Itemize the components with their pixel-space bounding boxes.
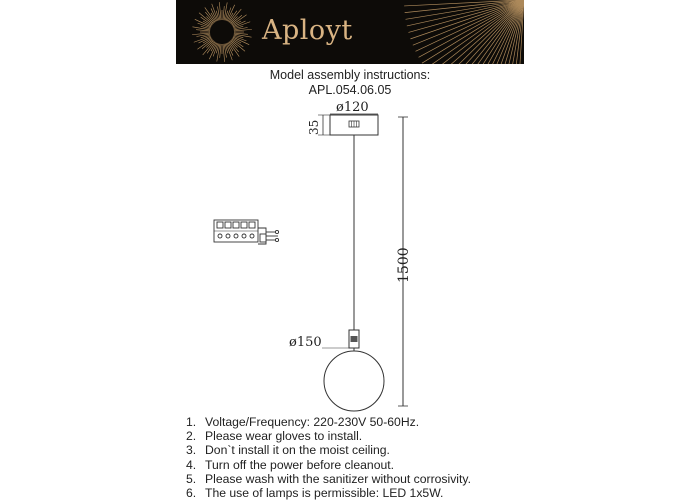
instruction-notes <box>186 415 471 500</box>
canopy-diameter-label: ø120 <box>336 100 369 115</box>
socket-band <box>351 336 358 342</box>
brand-name: Aployt <box>262 15 353 46</box>
canopy-height-label: 35 <box>307 119 321 135</box>
model-number: APL.054.06.05 <box>308 83 392 97</box>
note-item: 6. The use of lamps is permissible: LED 1x5W. <box>186 486 444 500</box>
note-item: 5. Please wash with the sanitizer without corrosivity. <box>186 471 471 486</box>
note-item: 1. Voltage/Frequency: 220-230V 50-60Hz. <box>186 415 420 429</box>
note-item: 4. Turn off the power before cleanout. <box>186 457 395 472</box>
note-item: 2. Please wear gloves to install. <box>186 429 363 444</box>
glass-globe-shade <box>324 351 384 411</box>
page-title: Model assembly instructions: <box>269 68 431 82</box>
total-height-label: 1500 <box>396 247 412 283</box>
wiring-terminal-diagram <box>214 220 279 244</box>
shade-diameter-label: ø150 <box>289 335 322 350</box>
note-item: 3. Don`t install it on the moist ceiling. <box>186 443 390 458</box>
